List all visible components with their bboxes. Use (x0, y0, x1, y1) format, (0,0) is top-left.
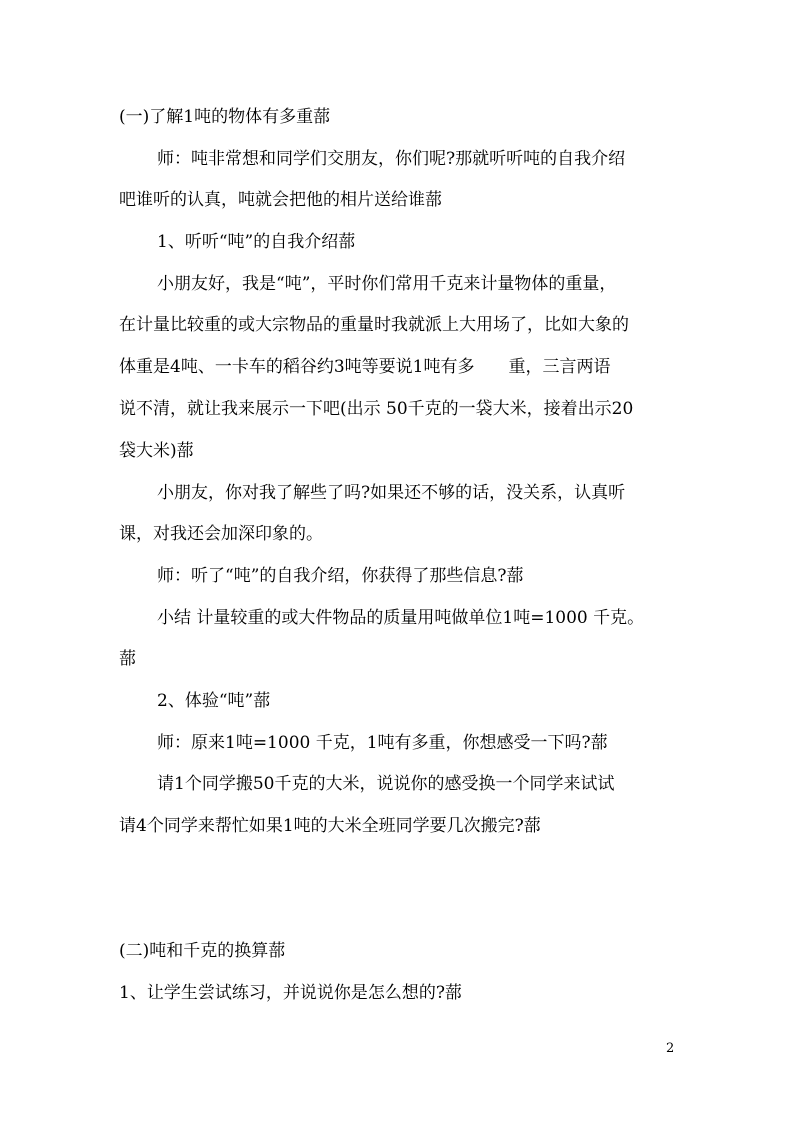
paragraph-line: 师：听了“吨”的自我介绍，你获得了那些信息?蔀 (157, 566, 524, 586)
page-number: 2 (666, 1041, 675, 1056)
paragraph-line: 吧谁听的认真，吨就会把他的相片送给谁蔀 (119, 190, 442, 210)
paragraph-line: 小朋友，你对我了解些了吗?如果还不够的话，没关系，认真听 (157, 483, 626, 503)
paragraph-line: 请1个同学搬50千克的大米，说说你的感受换一个同学来试试 (157, 774, 615, 794)
subheading-2: 2、体验“吨”蔀 (157, 691, 271, 711)
paragraph-line: 体重是4吨、一卡车的稻谷约3吨等要说1吨有多 重，三言两语 (119, 357, 611, 377)
paragraph-line: 在计量比较重的或大宗物品的重量时我就派上大用场了，比如大象的 (119, 315, 629, 335)
paragraph-line: 课，对我还会加深印象的。 (119, 524, 323, 544)
section-heading-2: (二)吨和千克的换算蔀 (119, 941, 286, 961)
paragraph-line: 说不清，就让我来展示一下吧(出示 50千克的一袋大米，接着出示20 (119, 399, 634, 419)
paragraph-line: 请4个同学来帮忙如果1吨的大米全班同学要几次搬完?蔀 (119, 816, 541, 836)
subheading-1: 1、听听“吨”的自我介绍蔀 (157, 232, 356, 252)
paragraph-line: 师：原来1吨=1000 千克，1吨有多重，你想感受一下吗?蔀 (157, 733, 608, 753)
paragraph-line: 蔀 (119, 649, 136, 669)
section-heading-1: (一)了解1吨的物体有多重蔀 (119, 107, 331, 127)
paragraph-line: 小结 计量较重的或大件物品的质量用吨做单位1吨=1000 千克。 (157, 608, 645, 628)
paragraph-line: 袋大米)蔀 (119, 441, 194, 461)
paragraph-line: 小朋友好，我是“吨”，平时你们常用千克来计量物体的重量， (157, 274, 617, 294)
paragraph-line: 师：吨非常想和同学们交朋友，你们呢?那就听听吨的自我介绍 (157, 149, 626, 169)
paragraph-line: 1、让学生尝试练习，并说说你是怎么想的?蔀 (119, 983, 462, 1003)
